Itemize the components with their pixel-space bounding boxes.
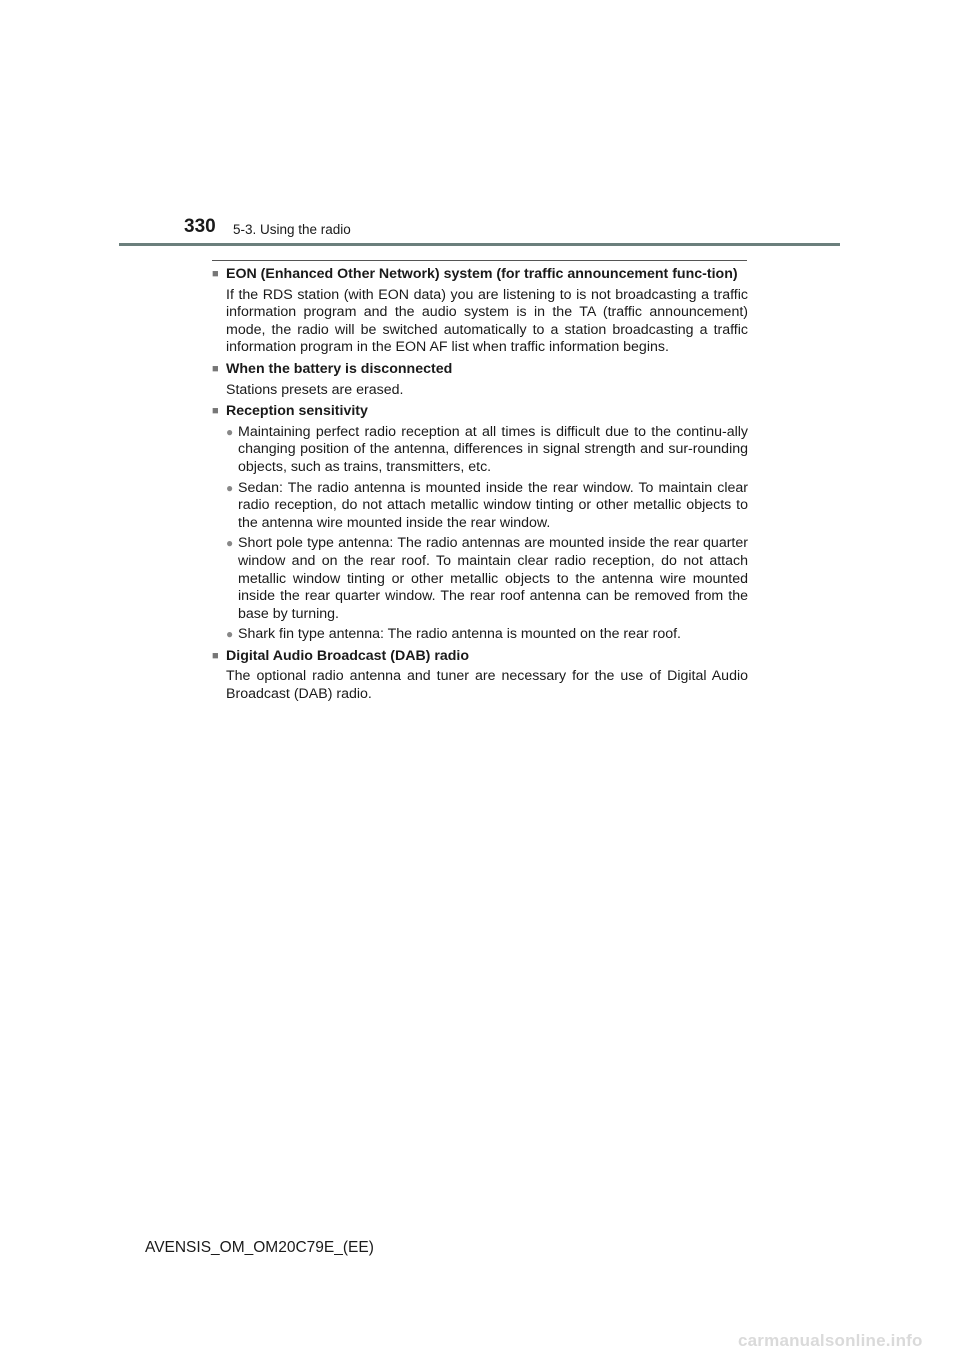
section-heading — [212, 361, 748, 379]
section-body: Stations presets are erased. — [226, 381, 404, 398]
square-bullet-icon: ■ — [212, 649, 219, 662]
section-body: The optional radio antenna and tuner are necessary for the use of Digital Audio Broadcast (DAB) radio. — [226, 668, 748, 703]
content-body — [212, 266, 748, 708]
section-title: 5-3. Using the radio — [233, 222, 351, 237]
bullet-text: Shark fin type antenna: The radio antenna is mounted on the rear roof. — [238, 626, 681, 643]
circle-bullet-icon: ● — [226, 536, 234, 551]
bullet-text: Short pole type antenna: The radio antennas are mounted inside the rear quarter window and on the rear roof. To maintain clear radio reception, do not attach metallic window tinting or other metallic objects to the antenna wire mounted inside the rear quarter window. The rear roof antenna can be removed from the base by turning. — [238, 535, 748, 622]
bullet-item — [226, 424, 748, 477]
section-reception — [212, 403, 748, 644]
bullet-item — [226, 535, 748, 623]
circle-bullet-icon: ● — [226, 480, 234, 495]
heading-text: When the battery is disconnected — [226, 360, 453, 377]
section-body: If the RDS station (with EON data) you are listening to is not broadcasting a traffic information program and the audio system is in the TA (traffic announcement) mode, the radio will be switched automatically to a station broadcasting a traffic information program in the EON AF list when traffic information begins. — [226, 286, 748, 356]
heading-text: EON (Enhanced Other Network) system (for traffic announcement func-tion) — [226, 266, 738, 282]
bullet-text: Sedan: The radio antenna is mounted inside the rear window. To maintain clear radio reception, do not attach metallic window tinting or other metallic objects to the antenna wire mounted inside the rear window. — [238, 479, 748, 531]
footer-doc-code: AVENSIS_OM_OM20C79E_(EE) — [145, 1239, 374, 1256]
watermark: carmanualsonline.info — [738, 1331, 923, 1350]
section-dab — [212, 648, 748, 704]
square-bullet-icon: ■ — [212, 268, 219, 280]
section-heading — [212, 648, 748, 666]
content-divider — [212, 260, 747, 261]
section-heading — [212, 403, 748, 421]
page-number: 330 — [184, 216, 216, 237]
circle-bullet-icon: ● — [226, 424, 234, 439]
section-heading — [212, 266, 748, 284]
section-battery — [212, 361, 748, 399]
bullet-item — [226, 626, 748, 644]
square-bullet-icon: ■ — [212, 362, 219, 375]
header-divider — [119, 243, 840, 246]
bullet-item — [226, 480, 748, 533]
section-eon — [212, 266, 748, 357]
square-bullet-icon: ■ — [212, 405, 219, 418]
bullet-text: Maintaining perfect radio reception at all times is difficult due to the continu-ally changing position of the antenna, differences in signal strength and sur-rounding objects, such as trains, transmitters, etc. — [238, 423, 748, 475]
heading-text: Digital Audio Broadcast (DAB) radio — [226, 647, 470, 664]
heading-text: Reception sensitivity — [226, 403, 368, 420]
circle-bullet-icon: ● — [226, 627, 234, 642]
